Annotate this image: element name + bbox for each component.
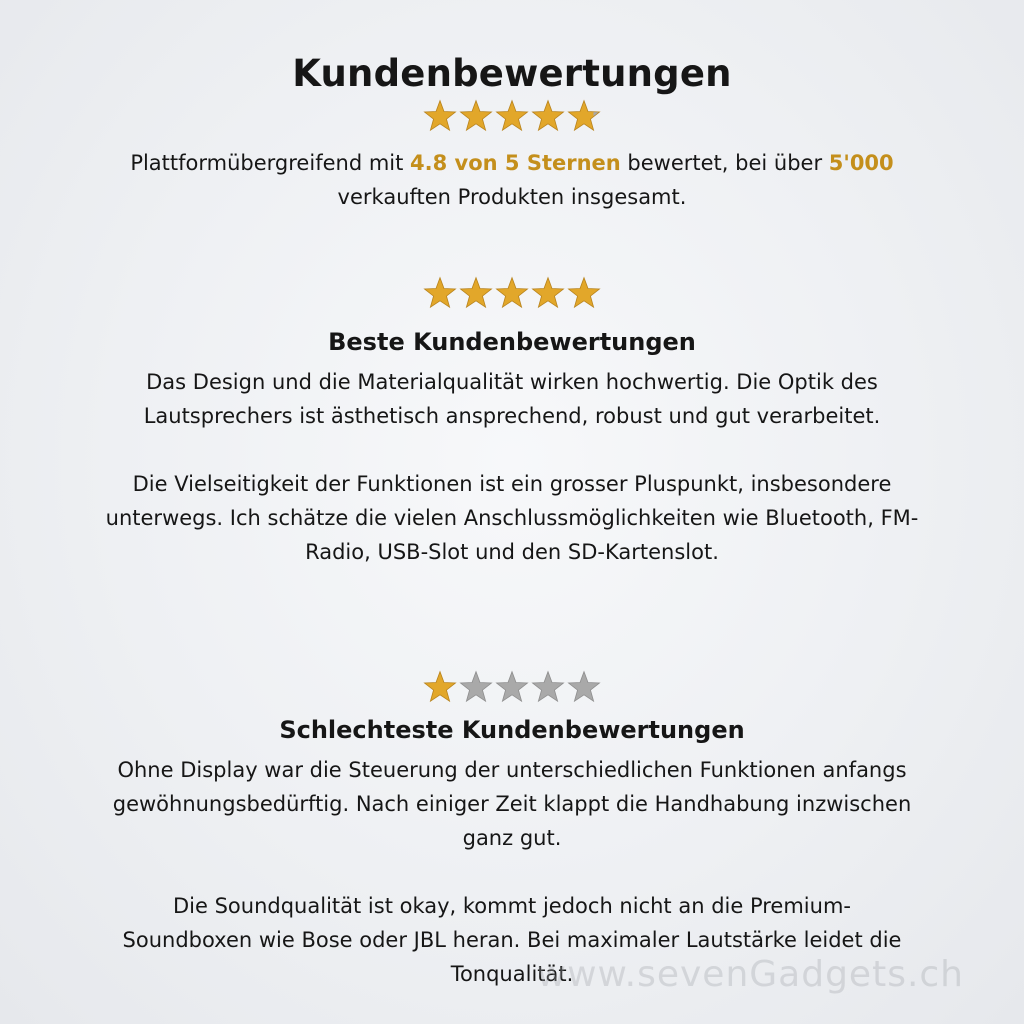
best-review-stars (0, 276, 1024, 310)
review-text-line: Ohne Display war die Steuerung der unterschiedlichen Funktionen anfangs (117, 758, 907, 782)
best-review-section (0, 328, 1024, 356)
star-rating (0, 99, 1024, 133)
star-icon (458, 670, 494, 704)
rating-summary (0, 146, 1024, 214)
best-review-title: Beste Kundenbewertungen (328, 328, 696, 356)
star-icon (458, 276, 494, 310)
watermark: www.sevenGadgets.ch (536, 954, 964, 995)
star-icon (566, 99, 602, 133)
star-icon (494, 670, 530, 704)
star-icon (494, 99, 530, 133)
review-text-line: Soundboxen wie Bose oder JBL heran. Bei maximaler Lautstärke leidet die (122, 928, 902, 952)
review-text-line: Radio, USB-Slot und den SD-Kartenslot. (305, 540, 719, 564)
star-icon (530, 670, 566, 704)
sold-count-highlight: 5'000 (828, 151, 894, 175)
review-text-line: Das Design und die Materialqualität wirken hochwertig. Die Optik des (146, 370, 878, 394)
review-text-line: ganz gut. (462, 826, 562, 850)
worst-review-title: Schlechteste Kundenbewertungen (279, 716, 745, 744)
review-text-line: Lautsprechers ist ästhetisch ansprechend, robust und gut verarbeitet. (143, 404, 881, 428)
star-icon (566, 276, 602, 310)
review-text-line: unterwegs. Ich schätze die vielen Anschlussmöglichkeiten wie Bluetooth, FM- (105, 506, 919, 530)
paragraph-spacer (0, 855, 1024, 889)
review-text-line: gewöhnungsbedürftig. Nach einiger Zeit klappt die Handhabung inzwischen (112, 792, 912, 816)
page-title: Kundenbewertungen (292, 52, 732, 95)
star-rating (0, 670, 1024, 704)
review-text-line: Die Soundqualität ist okay, kommt jedoch nicht an die Premium- (173, 894, 851, 918)
worst-review-stars (0, 670, 1024, 704)
paragraph-spacer (0, 433, 1024, 467)
star-icon (530, 276, 566, 310)
star-icon (422, 99, 458, 133)
star-icon (494, 276, 530, 310)
best-review-body (0, 365, 1024, 569)
star-icon (422, 276, 458, 310)
review-text-line: Die Vielseitigkeit der Funktionen ist ein grosser Pluspunkt, insbesondere (132, 472, 892, 496)
worst-review-section (0, 716, 1024, 744)
star-icon (566, 670, 602, 704)
review-text-line: Tonqualität. (450, 962, 574, 986)
rating-highlight: 4.8 von 5 Sternen (410, 151, 621, 175)
star-icon (530, 99, 566, 133)
star-icon (422, 670, 458, 704)
overall-rating-stars (0, 99, 1024, 133)
summary-line-2: verkauften Produkten insgesamt. (337, 185, 687, 209)
star-rating (0, 276, 1024, 310)
header-section (0, 52, 1024, 95)
star-icon (458, 99, 494, 133)
summary-line-1: Plattformübergreifend mit 4.8 von 5 Sternen bewertet, bei über 5'000 (130, 151, 894, 175)
